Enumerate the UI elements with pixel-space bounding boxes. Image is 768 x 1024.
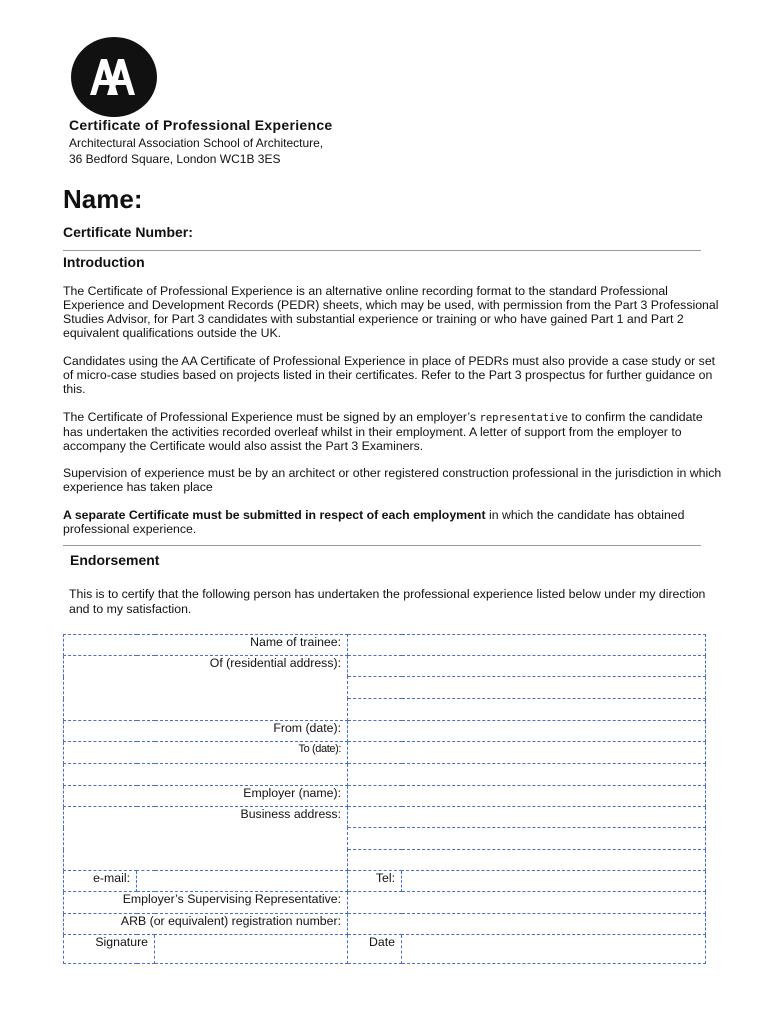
school-address: 36 Bedford Square, London WC1B 3ES <box>69 152 281 166</box>
input-employer-name[interactable] <box>348 786 706 807</box>
intro-paragraph-4: Supervision of experience must be by an architect or other registered construction professional in the jurisdiction in which experience has taken place <box>63 466 722 494</box>
intro-paragraph-5: A separate Certificate must be submitted in respect of each employment in which the candidate has obtained professional experience. <box>63 508 685 536</box>
input-business-address-3[interactable] <box>348 850 706 871</box>
introduction-heading: Introduction <box>63 254 145 270</box>
label-arb-number: ARB (or equivalent) registration number: <box>64 914 348 935</box>
input-business-address-2[interactable] <box>348 828 706 850</box>
school-name: Architectural Association School of Architecture, <box>69 136 324 150</box>
label-signature: Signature <box>64 935 155 964</box>
input-to-date[interactable] <box>348 742 706 764</box>
input-from-date[interactable] <box>348 721 706 742</box>
input-arb-number[interactable] <box>348 914 706 935</box>
input-signature[interactable] <box>155 935 348 964</box>
intro-paragraph-2: Candidates using the AA Certificate of Professional Experience in place of PEDRs must also provide a case study or set of micro-case studies based on projects listed in their certificates. Refer to the Part 3 prospectus for further guidance on this. <box>63 354 716 396</box>
label-to-date: To (date): <box>64 742 348 764</box>
divider <box>63 250 701 251</box>
endorsement-form <box>63 634 706 964</box>
intro-paragraph-3: The Certificate of Professional Experience must be signed by an employer’s representative to confirm the candidate has undertaken the activities recorded overleaf whilst in their employment. A letter of support from the employer to accompany the Certificate would also assist the Part 3 Examiners. <box>63 410 703 453</box>
aa-logo-mark <box>71 37 157 117</box>
endorsement-text: This is to certify that the following person has undertaken the professional experience listed below under my direction and to my satisfaction. <box>69 587 706 616</box>
blank-cell <box>64 764 348 786</box>
input-date[interactable] <box>402 935 706 964</box>
label-date: Date <box>348 935 402 964</box>
blank-input[interactable] <box>348 764 706 786</box>
label-residential-address: Of (residential address): <box>64 656 348 721</box>
label-email: e-mail: <box>64 871 137 892</box>
label-name-of-trainee: Name of trainee: <box>64 635 348 656</box>
input-email[interactable] <box>137 871 348 892</box>
input-supervising-representative[interactable] <box>348 892 706 914</box>
input-residential-address-1[interactable] <box>348 656 706 677</box>
label-supervising-representative: Employer’s Supervising Representative: <box>64 892 348 914</box>
label-tel: Tel: <box>348 871 402 892</box>
input-residential-address-2[interactable] <box>348 677 706 699</box>
label-from-date: From (date): <box>64 721 348 742</box>
intro-paragraph-1: The Certificate of Professional Experience is an alternative online recording format to the standard Professional Experience and Development Records (PEDR) sheets, which may be used, with permission from the Part 3 Professional Studies Advisor, for Part 3 candidates with substantial experience or training or who have gained Part 1 and Part 2 equivalent qualifications outside the UK. <box>63 284 719 340</box>
name-heading: Name: <box>63 184 143 214</box>
input-tel[interactable] <box>402 871 706 892</box>
label-employer-name: Employer (name): <box>64 786 348 807</box>
input-residential-address-3[interactable] <box>348 699 706 721</box>
input-name-of-trainee[interactable] <box>348 635 706 656</box>
label-business-address: Business address: <box>64 807 348 871</box>
endorsement-heading: Endorsement <box>70 552 160 568</box>
aa-logo <box>71 37 157 117</box>
certificate-title: Certificate of Professional Experience <box>69 117 333 133</box>
input-business-address-1[interactable] <box>348 807 706 828</box>
certificate-number-label: Certificate Number: <box>63 224 193 240</box>
divider <box>63 545 701 546</box>
